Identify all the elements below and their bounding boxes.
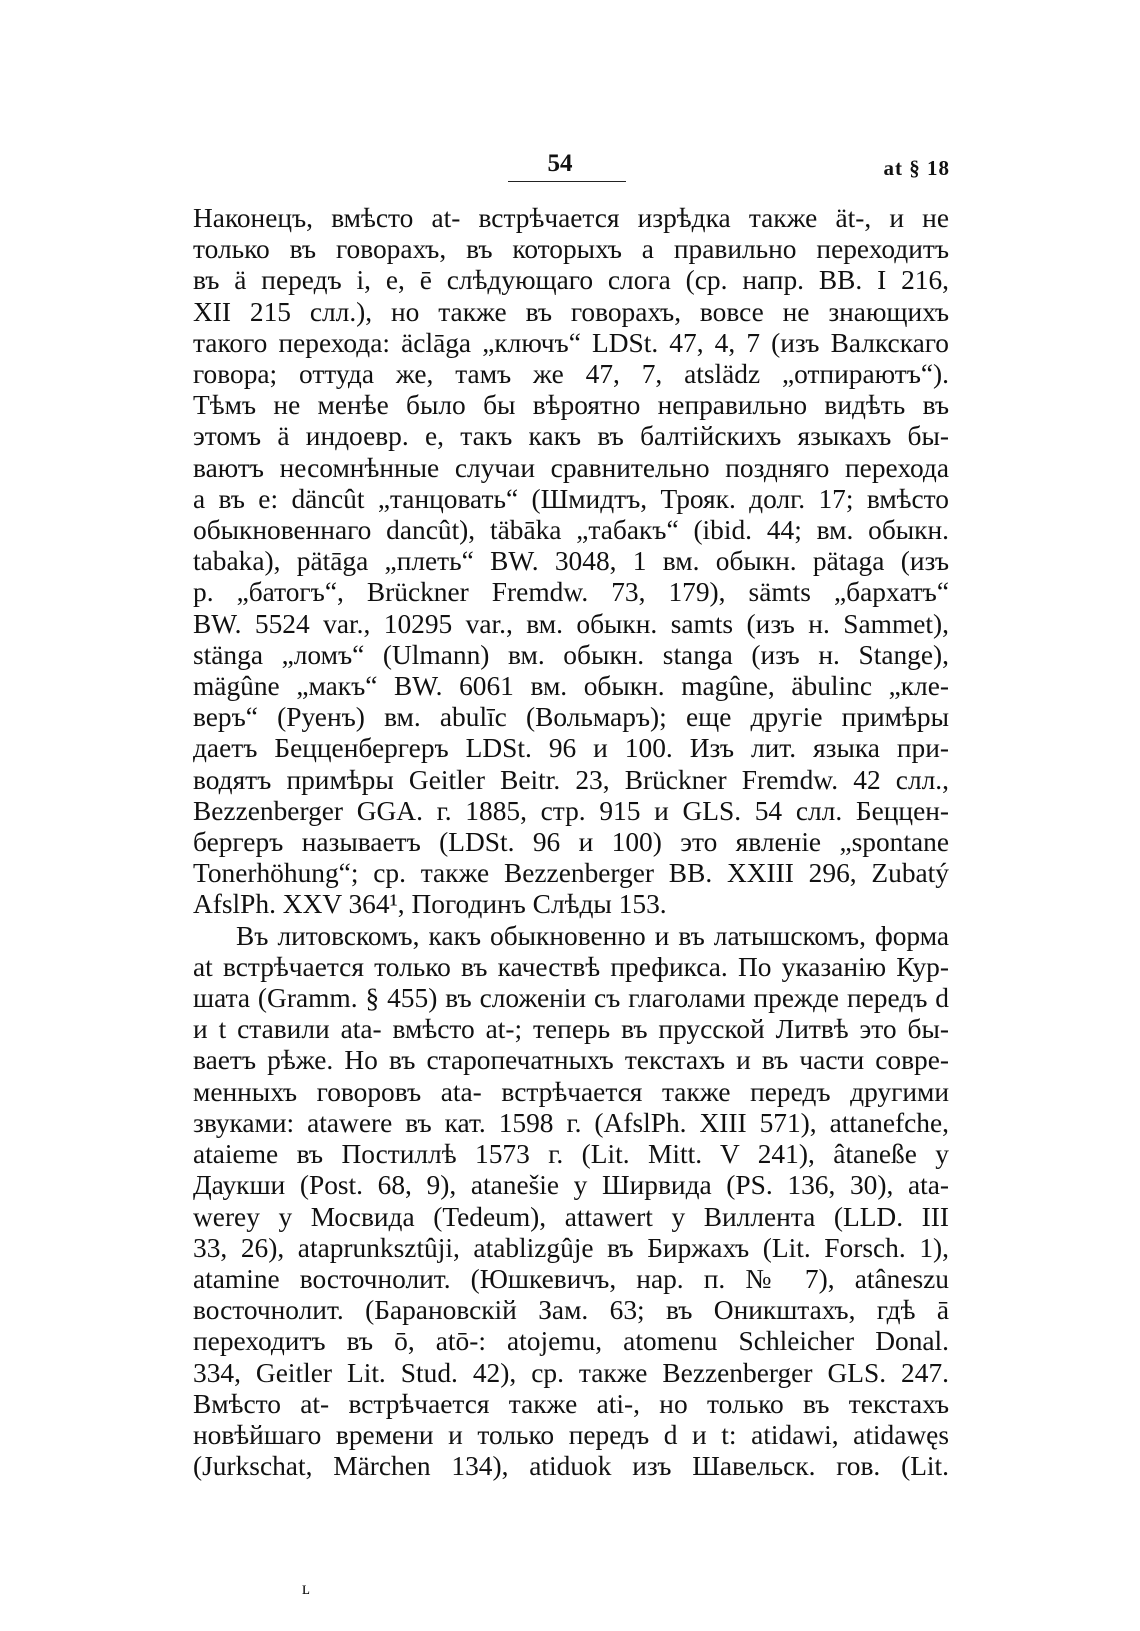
page-number-rule bbox=[508, 181, 626, 182]
printer-mark: ʟ bbox=[302, 1578, 310, 1598]
text-line: BW. 5524 var., 10295 var., вм. обыкн. samts (изъ н. Sammet), bbox=[193, 608, 949, 639]
page-number: 54 bbox=[547, 150, 573, 177]
text-line: такого перехода: äclāga „ключъ“ LDSt. 47, 4, 7 (изъ Валкскаго bbox=[193, 327, 949, 358]
text-line: 334, Geitler Lit. Stud. 42), ср. также Bezzenberger GLS. 247. bbox=[193, 1357, 949, 1388]
text-line: звуками: atawere въ кат. 1598 г. (AfslPh. XIII 571), attanefche, bbox=[193, 1107, 949, 1138]
text-line: ваютъ несомнѣнные случаи сравнительно поздняго перехода bbox=[193, 452, 949, 483]
text-line: переходитъ въ ō, atō-: atojemu, atomenu Schleicher Donal. bbox=[193, 1326, 949, 1357]
text-line: веръ“ (Руенъ) вм. abulīc (Вольмаръ); еще другіе примѣры bbox=[193, 702, 949, 733]
text-line: въ ä передъ i, e, ē слѣдующаго слога (ср. напр. BB. I 216, bbox=[193, 265, 949, 296]
text-line: ataieme въ Постиллѣ 1573 г. (Lit. Mitt. V 241), âtaneße у bbox=[193, 1139, 949, 1170]
text-line: werey у Мосвида (Tedeum), attawert у Виллента (LLD. III bbox=[193, 1201, 949, 1232]
text-line: mägûne „макъ“ BW. 6061 вм. обыкн. magûne, äbulinc „кле- bbox=[193, 671, 949, 702]
text-line-paragraph-end: AfslPh. XXV 364¹, Погодинъ Слѣды 153. bbox=[193, 889, 667, 920]
text-line: бергеръ называетъ (LDSt. 96 и 100) это явленіе „spontane bbox=[193, 827, 949, 858]
text-line: водятъ примѣры Geitler Beitr. 23, Brückner Fremdw. 42 слл., bbox=[193, 764, 949, 795]
text-line: XII 215 слл.), но также въ говорахъ, вовсе не знающихъ bbox=[193, 296, 949, 327]
text-line: atamine восточнолит. (Юшкевичъ, нар. п. № 7), atâneszu bbox=[193, 1263, 949, 1294]
section-reference: at § 18 bbox=[883, 156, 950, 180]
text-line: stänga „ломъ“ (Ulmann) вм. обыкн. stanga (изъ н. Stange), bbox=[193, 639, 949, 670]
text-line: Вмѣсто at- встрѣчается также ati-, но только въ текстахъ bbox=[193, 1388, 949, 1419]
text-line: 33, 26), ataprunksztûji, atablizgûje въ Биржахъ (Lit. Forsch. 1), bbox=[193, 1232, 949, 1263]
text-line: р. „батогъ“, Brückner Fremdw. 73, 179), sämts „бархатъ“ bbox=[193, 577, 949, 608]
text-line: даетъ Бецценбергеръ LDSt. 96 и 100. Изъ лит. языка при- bbox=[193, 733, 949, 764]
text-line: at встрѣчается только въ качествѣ префикса. По указанію Кур- bbox=[193, 951, 949, 982]
text-line: tabaka), pätāga „плеть“ BW. 3048, 1 вм. обыкн. pätaga (изъ bbox=[193, 546, 949, 577]
text-line: Тѣмъ не менѣе было бы вѣроятно неправильно видѣть въ bbox=[193, 390, 949, 421]
text-line: и t ставили ata- вмѣсто at-; теперь въ прусской Литвѣ это бы- bbox=[193, 1014, 949, 1045]
text-line: восточнолит. (Барановскій Зам. 63; въ Оникштахъ, гдѣ ā bbox=[193, 1295, 949, 1326]
text-line: Даукши (Post. 68, 9), atanešie у Ширвида (PS. 136, 30), ata- bbox=[193, 1170, 949, 1201]
text-line: шата (Gramm. § 455) въ сложеніи съ глаголами прежде передъ d bbox=[193, 983, 949, 1014]
text-line: говора; оттуда же, тамъ же 47, 7, atslädz „отпираютъ“). bbox=[193, 359, 949, 390]
text-line: Tonerhöhung“; ср. также Bezzenberger BB. XXIII 296, Zubatý bbox=[193, 858, 949, 889]
text-line: (Jurkschat, Märchen 134), atiduok изъ Шавельск. гов. (Lit. bbox=[193, 1451, 949, 1482]
text-line: менныхъ говоровъ ata- встрѣчается также передъ другими bbox=[193, 1076, 949, 1107]
text-line: ваетъ рѣже. Но въ старопечатныхъ текстахъ и въ части совре- bbox=[193, 1045, 949, 1076]
text-line: a въ e: däncût „танцовать“ (Шмидтъ, Трояк. долг. 17; вмѣсто bbox=[193, 483, 949, 514]
text-line: новѣйшаго времени и только передъ d и t: atidawi, atidawęs bbox=[193, 1419, 949, 1450]
text-line: этомъ ä индоевр. e, такъ какъ въ балтійскихъ языкахъ бы- bbox=[193, 421, 949, 452]
text-line: только въ говорахъ, въ которыхъ a правильно переходитъ bbox=[193, 234, 949, 265]
text-line-paragraph-start: Въ литовскомъ, какъ обыкновенно и въ латышскомъ, форма bbox=[236, 920, 949, 951]
body-text bbox=[193, 203, 949, 1482]
text-line: обыкновеннаго dancût), täbāka „табакъ“ (ibid. 44; вм. обыкн. bbox=[193, 515, 949, 546]
text-line: Наконецъ, вмѣсто at- встрѣчается изрѣдка также ät-, и не bbox=[193, 203, 949, 233]
text-line: Bezzenberger GGA. г. 1885, стр. 915 и GLS. 54 слл. Беццен- bbox=[193, 795, 949, 826]
